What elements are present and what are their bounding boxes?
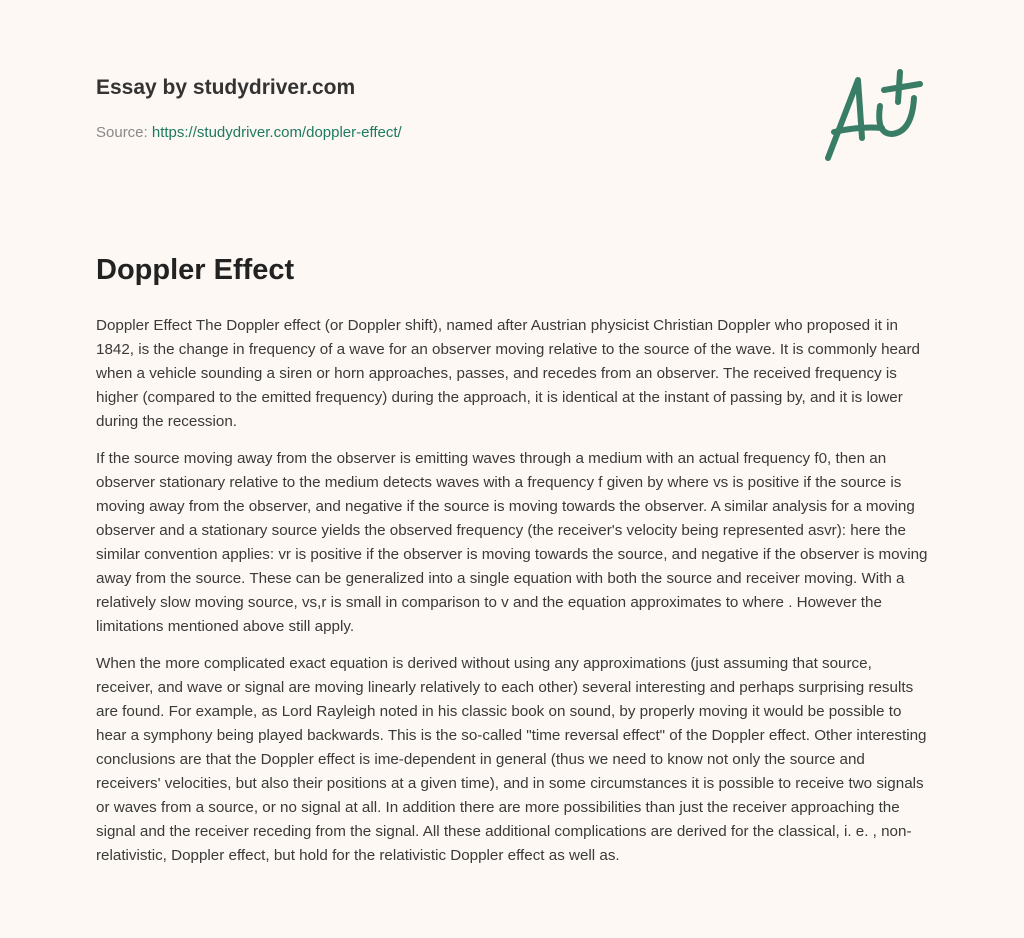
article-title: Doppler Effect (96, 254, 295, 286)
paragraph: When the more complicated exact equation is derived without using any approximations (just assuming that source, receiver, and wave or signal are moving linearly relatively to each other) several interesting and perhaps surprising results are found. For example, as Lord Rayleigh noted in his classic book on sound, by properly moving it would be possible to hear a symphony being played backwards. This is the so-called "time reversal effect" of the Doppler effect. Other interesting conclusions are that the Doppler effect is ime-dependent in general (thus we need to know not only the source and receivers' velocities, but also their positions at a given time), and in some circumstances it is possible to receive two signals or waves from a source, or no signal at all. In addition there are more possibilities than just the receiver approaching the signal and the receiver receding from the signal. All these additional complications are derived for the classical, i. e. , non-relativistic, Doppler effect, but hold for the relativistic Doppler effect as well as. (96, 655, 927, 864)
site-title: Essay by studydriver.com (96, 76, 356, 99)
source-link[interactable]: https://studydriver.com/doppler-effect/ (151, 124, 402, 141)
source-label: Source: (96, 124, 152, 141)
paragraph: If the source moving away from the observer is emitting waves through a medium with an actual frequency f0, then an observer stationary relative to the medium detects waves with a frequency f given by where vs is positive if the source is moving away from the observer, and negative if the source is moving towards the observer. A similar analysis for a moving observer and a stationary source yields the observed frequency (the receiver's velocity being represented asvr): here the similar convention applies: vr is positive if the observer is moving towards the source, and negative if the observer is moving away from the source. These can be generalized into a single equation with both the source and receiver moving. With a relatively slow moving source, vs,r is small in comparison to v and the equation approximates to where . However the limitations mentioned above still apply. (96, 450, 928, 635)
a-plus-logo-icon (820, 68, 930, 168)
source-line (96, 124, 402, 141)
paragraph: Doppler Effect The Doppler effect (or Doppler shift), named after Austrian physicist Christian Doppler who proposed it in 1842, is the change in frequency of a wave for an observer moving relative to the source of the wave. It is commonly heard when a vehicle sounding a siren or horn approaches, passes, and recedes from an observer. The received frequency is higher (compared to the emitted frequency) during the approach, it is identical at the instant of passing by, and it is lower during the recession. (96, 317, 920, 430)
article-body (96, 314, 932, 881)
